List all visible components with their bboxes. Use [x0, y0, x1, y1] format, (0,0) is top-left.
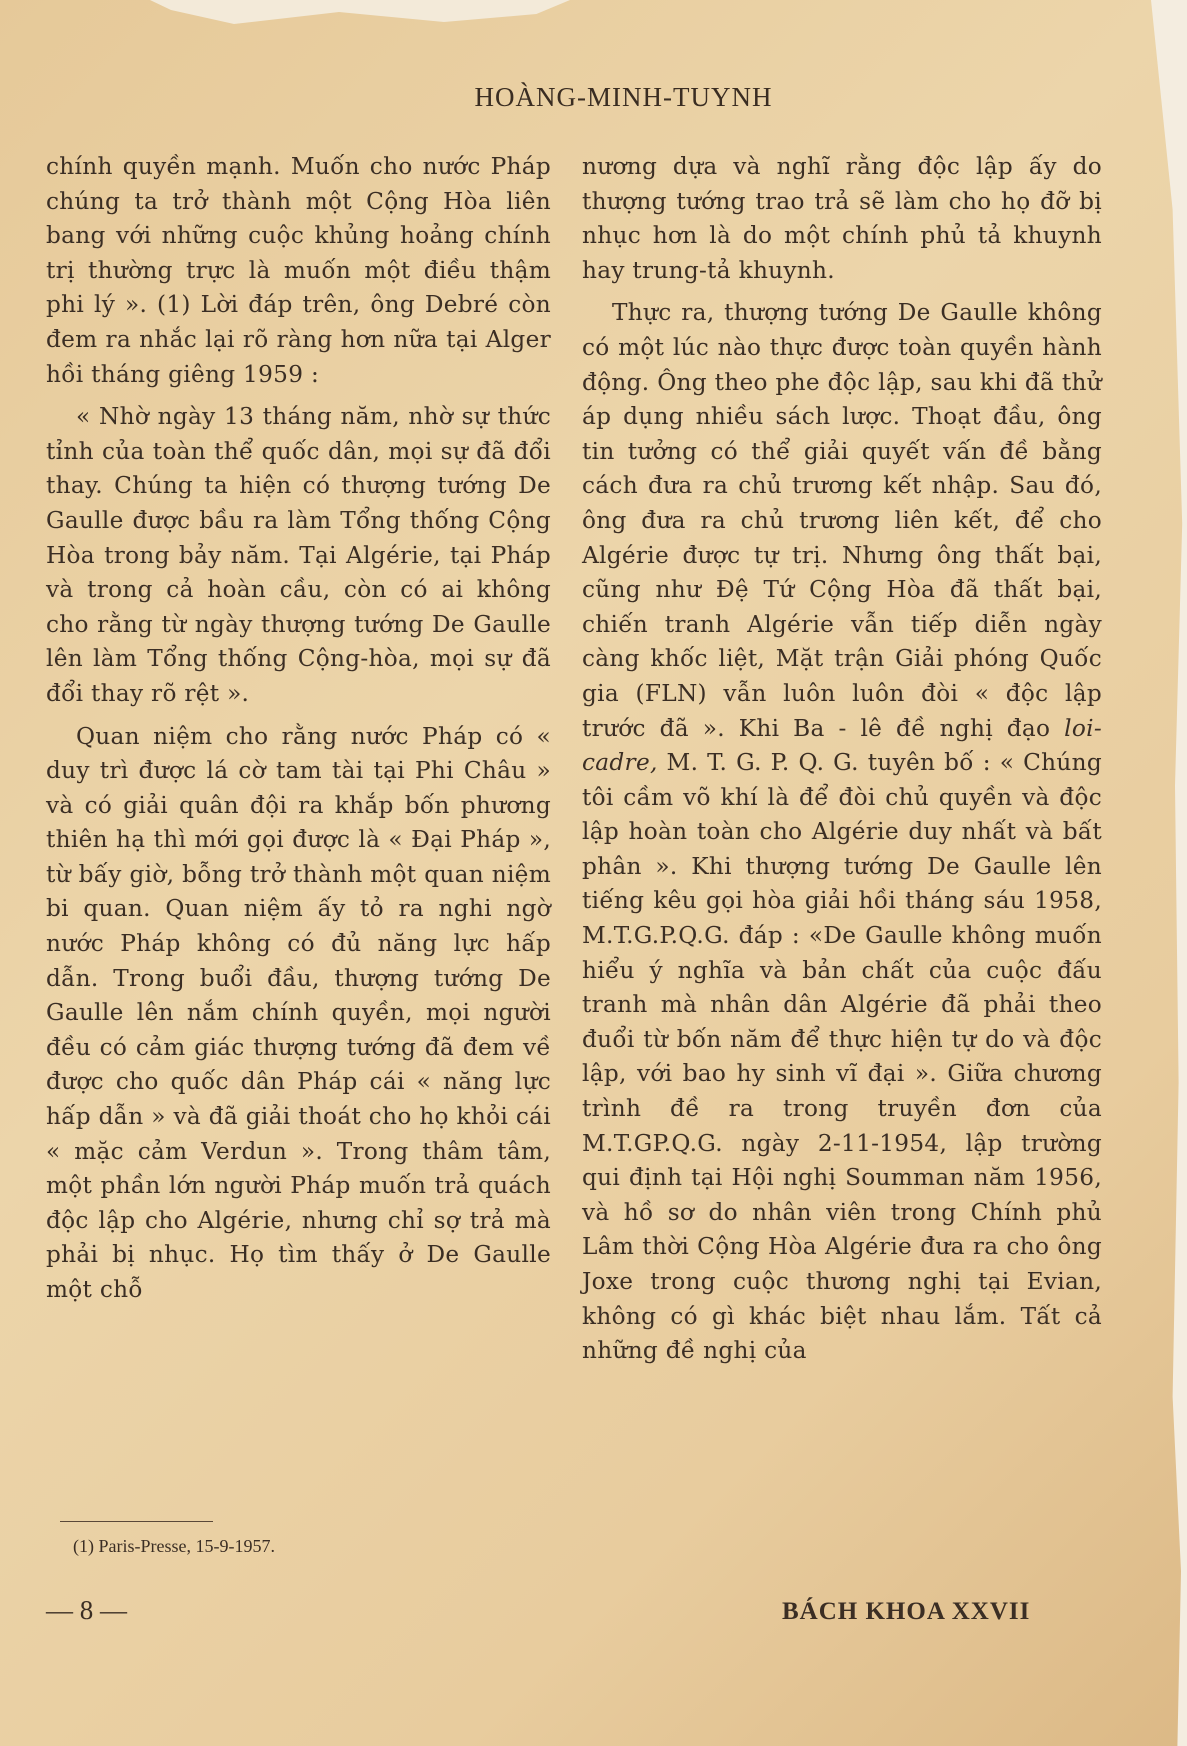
right-paragraph-2 [582, 296, 1102, 1368]
footnote-divider [60, 1521, 213, 1522]
left-paragraph-1: chính quyền mạnh. Muốn cho nước Pháp chúng ta trở thành một Cộng Hòa liên bang với những cuộc khủng hoảng chính trị thường trực là muốn một điều thậm phi lý ». (1) Lời đáp trên, ông Debré còn đem ra nhắc lại rõ ràng hơn nữa tại Alger hồi tháng giêng 1959 : [46, 153, 551, 388]
left-column [46, 150, 551, 1308]
loi-cadre-term: loi-cadre, [582, 714, 1102, 777]
right-paragraph-2-text-a: Thực ra, thượng tướng De Gaulle không có một lúc nào thực được toàn quyền hành động. Ông theo phe độc lập, sau khi đã thử áp dụng nhiều sách lược. Thoạt đầu, ông tin tưởng có thể giải quyết vấn đề bằng cách đưa ra chủ trương kết nhập. Sau đó, ông đưa ra chủ trương liên kết, để cho Algérie được tự trị. Nhưng ông thất bại, cũng như Đệ Tứ Cộng Hòa đã thất bại, chiến tranh Algérie vẫn tiếp diễn ngày càng khốc liệt, Mặt trận Giải phóng Quốc gia (FLN) vẫn luôn luôn đòi « độc lập trước đã ». Khi Ba - lê đề nghị đạo [582, 299, 1102, 742]
page-number: — 8 — [46, 1595, 127, 1625]
footnote: (1) Paris-Presse, 15-9-1957. [73, 1536, 275, 1556]
right-column [582, 150, 1102, 1369]
publication-name: BÁCH KHOA XXVII [782, 1598, 1031, 1625]
left-paragraph-3: Quan niệm cho rằng nước Pháp có « duy trì được lá cờ tam tài tại Phi Châu » và có giải quân đội ra khắp bốn phương thiên hạ thì mới gọi được là « Đại Pháp », từ bấy giờ, bỗng trở thành một quan niệm bi quan. Quan niệm ấy tỏ ra nghi ngờ nước Pháp không có đủ năng lực hấp dẫn. Trong buổi đầu, thượng tướng De Gaulle lên nắm chính quyền, mọi người đều có cảm giác thượng tướng đã đem về được cho quốc dân Pháp cái « năng lực hấp dẫn » và đã giải thoát cho họ khỏi cái « mặc cảm Verdun ». Trong thâm tâm, một phần lớn người Pháp muốn trả quách độc lập cho Algérie, nhưng chỉ sợ trả mà phải bị nhục. Họ tìm thấy ở De Gaulle một chỗ [46, 722, 551, 1303]
right-paragraph-1: nương dựa và nghĩ rằng độc lập ấy do thượng tướng trao trả sẽ làm cho họ đỡ bị nhục hơn là do một chính phủ tả khuynh hay trung-tả khuynh. [582, 153, 1102, 284]
right-paragraph-2-text-b: M. T. G. P. Q. G. tuyên bố : « Chúng tôi cầm võ khí là để đòi chủ quyền và độc lập hoàn toàn cho Algérie duy nhất và bất phân ». Khi thượng tướng De Gaulle lên tiếng kêu gọi hòa giải hồi tháng sáu 1958, M.T.G.P.Q.G. đáp : «De Gaulle không muốn hiểu ý nghĩa và bản chất của cuộc đấu tranh mà nhân dân Algérie đã phải theo đuổi từ bốn năm để thực hiện tự do và độc lập, với bao hy sinh vĩ đại ». Giữa chương trình đề ra trong truyền đơn của M.T.GP.Q.G. ngày 2-11-1954, lập trường qui định tại Hội nghị Soumman năm 1956, và hồ sơ do nhân viên trong Chính phủ Lâm thời Cộng Hòa Algérie đưa ra cho ông Joxe trong cuộc thương nghị tại Evian, không có gì khác biệt nhau lắm. Tất cả những đề nghị của [582, 749, 1102, 1365]
left-paragraph-quote: « Nhờ ngày 13 tháng năm, nhờ sự thức tỉnh của toàn thể quốc dân, mọi sự đã đổi thay. Chúng ta hiện có thượng tướng De Gaulle được bầu ra làm Tổng thống Cộng Hòa trong bảy năm. Tại Algérie, tại Pháp và trong cả hoàn cầu, còn có ai không cho rằng từ ngày thượng tướng De Gaulle lên làm Tổng thống Cộng-hòa, mọi sự đã đổi thay rõ rệt ». [46, 403, 551, 707]
running-header: HOÀNG-MINH-TUYNH [474, 82, 773, 112]
